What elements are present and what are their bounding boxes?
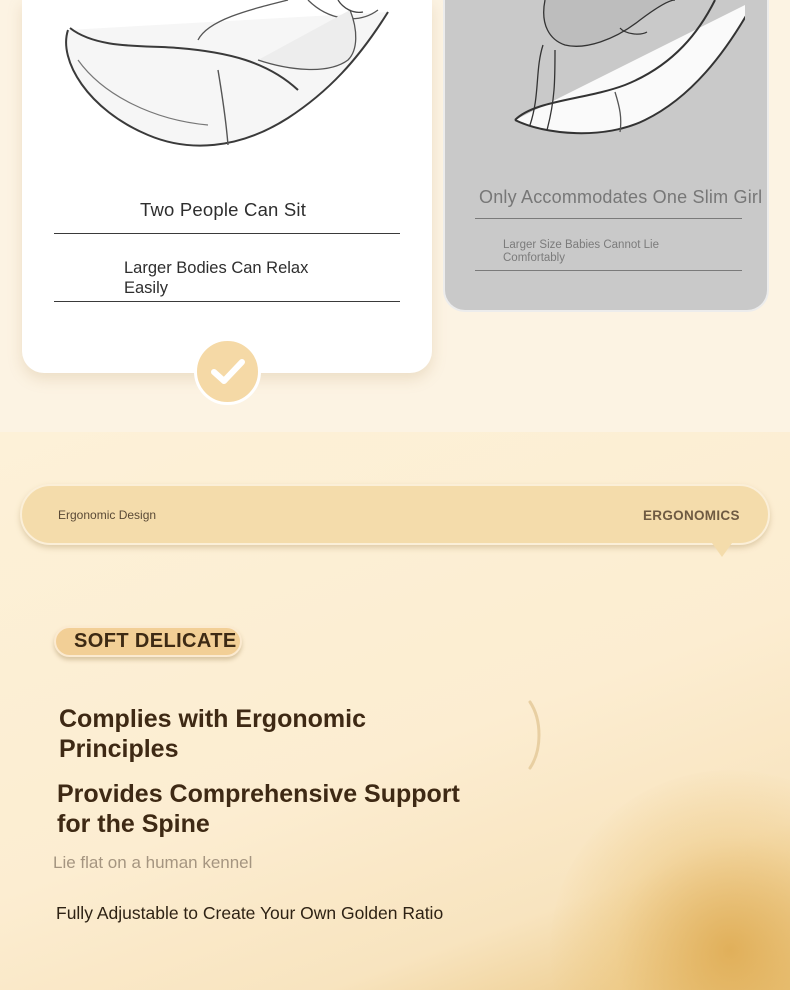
banner-subtitle: Ergonomic Design (58, 508, 157, 522)
divider-line (54, 301, 400, 302)
bad-option-title: Only Accommodates One Slim Girl (479, 187, 763, 207)
bad-option-subtitle: Larger Size Babies Cannot Lie Comfortably (503, 239, 659, 264)
section-banner (20, 484, 770, 545)
banner-heading: ERGONOMICS (643, 508, 740, 523)
feature-heading-primary: Complies with Ergonomic Principles (59, 705, 366, 763)
feature-tagline: Fully Adjustable to Create Your Own Golden Ratio (56, 903, 444, 923)
comparison-section (0, 0, 790, 432)
good-option-subtitle: Larger Bodies Can Relax Easily (124, 259, 309, 297)
single-sofa-illustration (475, 0, 745, 150)
comparison-card-bad (443, 0, 769, 312)
banner-pointer (712, 543, 732, 557)
divider-line (475, 218, 742, 219)
decorative-bracket (524, 700, 544, 770)
feature-caption: Lie flat on a human kennel (53, 853, 253, 872)
divider-line (54, 233, 400, 234)
decorative-glow (550, 770, 790, 990)
comparison-card-good (22, 0, 432, 373)
double-sofa-illustration (58, 0, 418, 160)
good-option-title: Two People Can Sit (140, 199, 307, 220)
pill-label: SOFT DELICATE (74, 630, 237, 652)
check-badge (194, 338, 261, 405)
feature-heading-secondary: Provides Comprehensive Support for the Spine (57, 780, 460, 838)
checkmark-icon (210, 357, 246, 387)
ergonomic-feature-section (0, 432, 790, 990)
feature-pill-badge (54, 626, 242, 657)
divider-line (475, 270, 742, 271)
